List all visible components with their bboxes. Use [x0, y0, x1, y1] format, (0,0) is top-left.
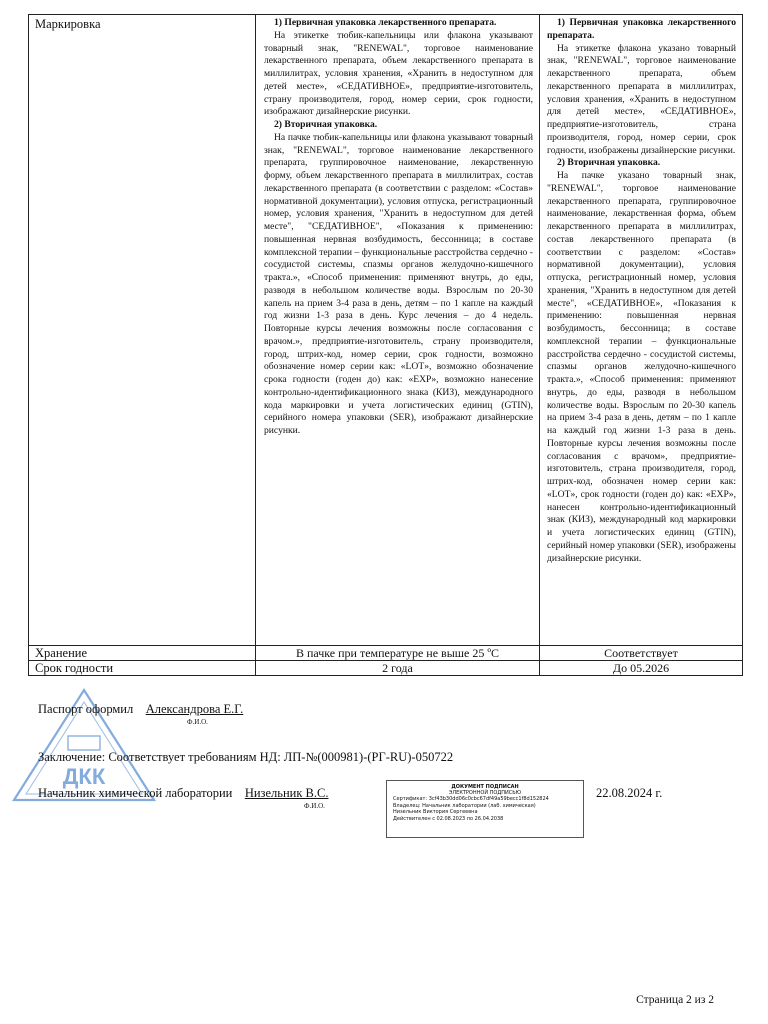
passport-prefix: Паспорт оформил	[38, 702, 134, 716]
fio-label-1: Ф.И.О.	[187, 718, 208, 726]
stamp-letters: ДКК	[62, 764, 106, 789]
row-label-marking: Маркировка	[35, 17, 101, 31]
esig-valid: Действителен с 02.08.2023 по 26.04.2038	[393, 815, 504, 822]
head-line	[38, 786, 328, 801]
section-heading: 2) Вторичная упаковка.	[274, 119, 378, 130]
storage-normative: В пачке при температуре не выше 25 ºС	[256, 646, 540, 661]
section-heading: 1) Первичная упаковка лекарственного препарата.	[547, 17, 736, 41]
row-label-storage: Хранение	[29, 646, 256, 661]
shelf-life-actual: До 05.2026	[540, 661, 743, 676]
table-row-storage	[29, 646, 743, 661]
head-prefix: Начальник химической лаборатории	[38, 786, 233, 800]
esig-title-1: ДОКУМЕНТ ПОДПИСАН	[451, 784, 519, 790]
passport-line	[38, 702, 243, 717]
section-text: На пачке тюбик-капельницы или флакона указывают товарный знак, "RENEWAL", торговое наименование лекарственного препарата, группировочное наименование, лекарственную форму, объем лекарственного препарата в миллилитрах, состав лекарственного препарата (в соответствии с разделом: «Состав» нормативной документации), условия отпуска, регистрационный номер, условия хранения, "Хранить в недоступном для детей месте", "СЕДАТИВНОЕ", «Показания к применению: повышенная нервная возбудимость, бессонница; в составе комплексной терапии – функциональные расстройства сердечно - сосудистой системы, спазмы органов желудочно-кишечного тракта.», «Способ применения: применяют внутрь, до еды, разводя в небольшом количестве воды. Взрослым по 20-30 капель на прием 3-4 раза в день, детям – по 1 капле на каждый год жизни 1-3 раза в день. Курс лечения – до 4 недель. Повторные курсы лечения возможны после согласования с врачом.», предприятие-изготовитель, страну производителя, город, штрих-код, номер серии, срок годности, возможно обозначение номер серии как: «LOT», возможно обозначение срока годности (годен до) как: «EXP», возможно нанесение контрольно-идентификационного знака (КИЗ), международного кода маркировки и учета логистических единиц (GTIN), серийного номера упаковки (SER), изображают дизайнерские рисунки.	[264, 131, 533, 436]
electronic-signature-box	[386, 780, 584, 838]
table-row-marking	[29, 15, 743, 646]
shelf-life-normative: 2 года	[256, 661, 540, 676]
fio-label-2: Ф.И.О.	[304, 802, 325, 810]
normative-cell	[256, 15, 540, 646]
section-heading: 2) Вторичная упаковка.	[557, 157, 661, 169]
normative-text	[256, 15, 539, 645]
section-text: На этикетке тюбик-капельницы или флакона указывают товарный знак, "RENEWAL", торговое наименование лекарственного препарата, объем лекарственного препарата в миллилитрах, условия хранения, «Хранить в недоступном для детей месте», «СЕДАТИВНОЕ», предприятие-изготовитель, страну производителя, город, номер серии, срок годности, изображают дизайнерские рисунки.	[264, 29, 533, 118]
esig-title-2: ЭЛЕКТРОННОЙ ПОДПИСЬЮ	[448, 790, 522, 796]
section-text: На этикетке флакона указано товарный знак, "RENEWAL", торговое наименование лекарственного препарата, объем лекарственного препарата в миллилитрах, условия хранения, «Хранить в недоступном для детей месте», «СЕДАТИВНОЕ», предприятие-изготовитель, страна производителя, город, номер серии, срок годности, изображены дизайнерские рисунки.	[547, 42, 736, 156]
row-label-shelf-life: Срок годности	[29, 661, 256, 676]
esig-owner: Владелец: Начальник лаборатории (лаб. химическая)	[393, 802, 536, 809]
conclusion-text: Заключение: Соответствует требованиям НД: ЛП-№(000981)-(РГ-RU)-050722	[38, 750, 454, 764]
storage-actual: Соответствует	[540, 646, 743, 661]
label-cell	[29, 15, 256, 646]
section-text: На пачке указано товарный знак, "RENEWAL", торговое наименование лекарственного препарата, группировочное наименование, лекарственная форма, объем лекарственного препарата в миллилитрах, состав лекарственного препарата (в соответствии с разделом: «Состав» нормативной документации), условия отпуска, регистрационный номер, условия хранения, "Хранить в недоступном для детей месте", «СЕДАТИВНОЕ», «Показания к применению: повышенная нервная возбудимость, бессонница; в составе комплексной терапии – функциональные расстройства сердечно - сосудистой системы, спазмы органов желудочно-кишечного тракта.», «Способ применения: применяют внутрь, до еды, разводя в небольшом количестве воды. Взрослым по 20-30 капель на прием 3-4 раза в день, детям – по 1 капле на каждый год жизни 1-3 раза в день. Повторные курсы лечения возможны после согласования с врачом», предприятие-изготовитель, страна производителя, город, штрих-код, обозначен номер серии как: «LOT», срок годности (годен до) как: «EXP», нанесен контрольно-идентификационный знак (КИЗ), международный код маркировки и учета логистических единиц (GTIN), серийный номер упаковки (SER), изображены дизайнерские рисунки.	[547, 170, 736, 564]
section-heading: 1) Первичная упаковка лекарственного препарата.	[274, 17, 497, 28]
specification-table	[28, 14, 743, 676]
page-number: Страница 2 из 2	[636, 994, 714, 1006]
esig-cert: Сертификат: 3cf43b30dd06c0cbc67df49a59becc1f8d152824	[393, 796, 549, 802]
actual-text	[540, 15, 742, 645]
esig-person: Низельник Виктория Сергеевна	[393, 809, 478, 815]
head-name: Низельник В.С.	[244, 786, 329, 800]
table-row-shelf-life	[29, 661, 743, 676]
passport-name: Александрова Е.Г.	[145, 702, 244, 716]
actual-cell	[540, 15, 743, 646]
signature-date: 22.08.2024 г.	[596, 786, 663, 800]
